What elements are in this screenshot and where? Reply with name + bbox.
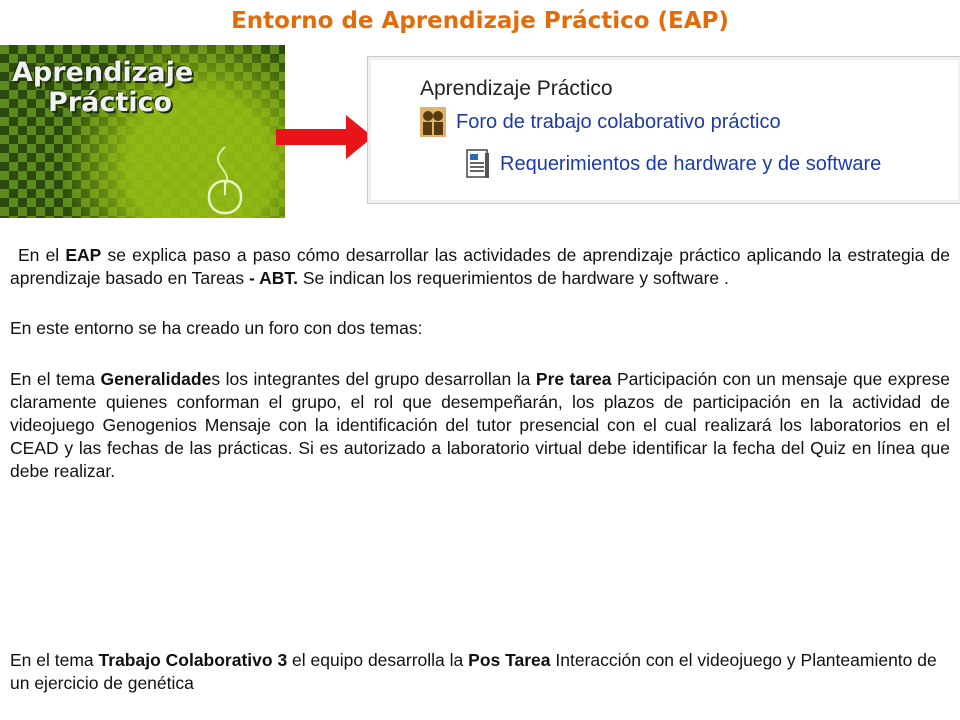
forum-item[interactable] [420, 107, 781, 137]
intro-bold-eap: EAP [65, 245, 102, 265]
paragraph-trabajo-colaborativo [10, 649, 950, 695]
intro-text-3: Se indican los requerimientos de hardware y software . [297, 268, 729, 288]
tc-text-3: Interacción con el videojuego y Planteamiento de un ejercicio de genética [10, 650, 937, 693]
tc-text-2: el equipo desarrolla la [287, 650, 469, 670]
section-heading: Aprendizaje Práctico [420, 77, 613, 100]
gen-bold-pretarea: Pre tarea [535, 369, 612, 389]
document-icon [466, 149, 490, 179]
banner-line1: Aprendizaje [12, 57, 194, 88]
tc-bold-topic: Trabajo Colaborativo 3 [98, 650, 288, 670]
tc-text-1: En el tema [10, 650, 99, 670]
red-arrow-icon [276, 112, 376, 162]
forum-link[interactable]: Foro de trabajo colaborativo práctico [456, 110, 781, 133]
gen-text-2: s los integrantes del grupo desarrollan la [211, 369, 536, 389]
gen-text-1: En el tema [10, 369, 101, 389]
intro-text-2: se explica paso a paso cómo desarrollar las actividades de aprendizaje práctico aplicando la estrategia de aprendizaje basado en Tareas [10, 245, 950, 288]
tc-bold-postarea: Pos Tarea [468, 650, 551, 670]
intro-bold-abt: - ABT. [249, 268, 298, 288]
aprendizaje-practico-banner [0, 45, 285, 218]
banner-line2: Práctico [48, 87, 173, 118]
forum-people-icon [420, 107, 446, 137]
requirements-item[interactable] [466, 149, 881, 179]
paragraph-generalidades [10, 368, 950, 483]
slide-title: Entorno de Aprendizaje Práctico (EAP) [231, 8, 729, 34]
intro-text-1: En el [18, 245, 66, 265]
requirements-link[interactable]: Requerimientos de hardware y de software [500, 152, 882, 175]
gen-text-3: Participación con un mensaje que exprese claramente quienes conforman el grupo, el rol que desempeñarán, los plazos de participación en la actividad de videojuego Genogenios Mensaje con la identificación del tutor presencial con el cual realizará los laboratorios en el CEAD y las fechas de las prácticas. Si es autorizado a laboratorio virtual debe identificar la fecha del Quiz en línea que debe realizar. [10, 369, 950, 481]
computer-mouse-icon [195, 145, 255, 215]
course-section-panel [367, 56, 960, 204]
gen-bold-topic: Generalidade [100, 369, 212, 389]
paragraph-intro [10, 244, 950, 290]
slide-body [10, 244, 950, 483]
paragraph-forum-topics: En este entorno se ha creado un foro con dos temas: [10, 318, 423, 338]
